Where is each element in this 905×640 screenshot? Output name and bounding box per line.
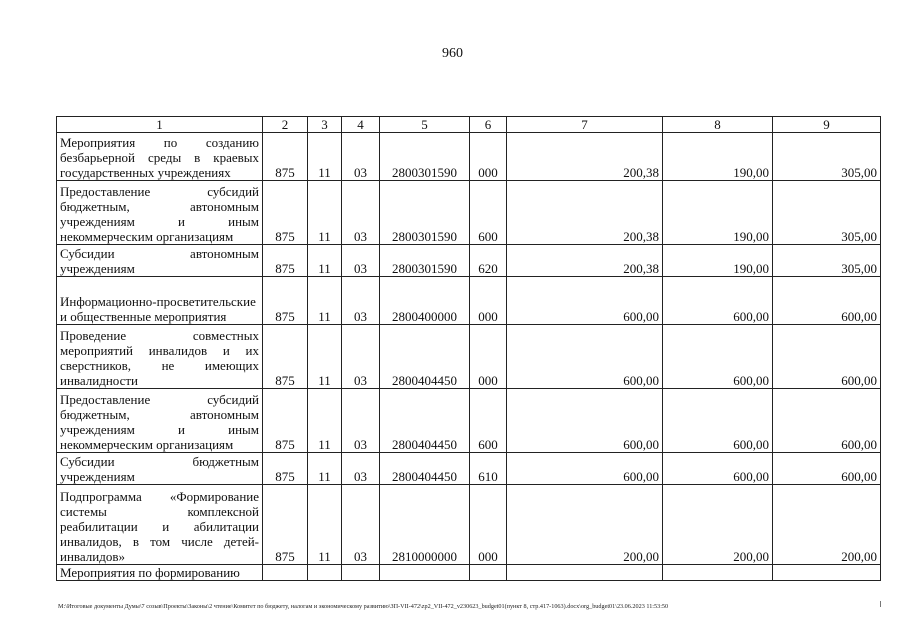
item-name-cell: Субсидии автономным учреждениям: [57, 245, 263, 277]
amount-7-cell: 600,00: [507, 389, 663, 453]
header-cell: 1: [57, 117, 263, 133]
code-4-cell: 03: [342, 453, 380, 485]
amount-9-cell: 200,00: [773, 485, 881, 565]
target-code-cell: [380, 565, 470, 581]
amount-8-cell: 190,00: [663, 245, 773, 277]
item-name-cell: Мероприятия по созданию безбарьерной среды в краевых государственных учреждениях: [57, 133, 263, 181]
header-cell: 5: [380, 117, 470, 133]
item-name-cell: Проведение совместных мероприятий инвалидов и их сверстников, не имеющих инвалидности: [57, 325, 263, 389]
target-code-cell: 2800301590: [380, 245, 470, 277]
amount-7-cell: 600,00: [507, 277, 663, 325]
amount-8-cell: 190,00: [663, 181, 773, 245]
amount-8-cell: 200,00: [663, 485, 773, 565]
page-number: 960: [442, 46, 463, 61]
item-name-cell: Предоставление субсидий бюджетным, автономным учреждениям и иным некоммерческим организациям: [57, 181, 263, 245]
item-name-cell: Подпрограмма «Формирование системы комплексной реабилитации и абилитации инвалидов, в том числе детей-инвалидов»: [57, 485, 263, 565]
code-4-cell: 03: [342, 245, 380, 277]
code-2-cell: 875: [263, 453, 308, 485]
code-3-cell: 11: [308, 389, 342, 453]
header-row: [57, 117, 881, 133]
header-cell: 8: [663, 117, 773, 133]
code-2-cell: [263, 565, 308, 581]
amount-8-cell: [663, 565, 773, 581]
amount-9-cell: 600,00: [773, 389, 881, 453]
code-3-cell: 11: [308, 245, 342, 277]
code-2-cell: 875: [263, 245, 308, 277]
amount-8-cell: 190,00: [663, 133, 773, 181]
item-name-cell: Субсидии бюджетным учреждениям: [57, 453, 263, 485]
code-3-cell: [308, 565, 342, 581]
table-row: [57, 325, 881, 389]
edge-mark: [880, 601, 881, 607]
amount-9-cell: 600,00: [773, 325, 881, 389]
amount-8-cell: 600,00: [663, 453, 773, 485]
code-3-cell: 11: [308, 485, 342, 565]
target-code-cell: 2800404450: [380, 325, 470, 389]
amount-7-cell: 200,38: [507, 133, 663, 181]
code-2-cell: 875: [263, 277, 308, 325]
code-2-cell: 875: [263, 485, 308, 565]
expense-type-cell: [470, 565, 507, 581]
code-4-cell: 03: [342, 325, 380, 389]
table-row: [57, 485, 881, 565]
expense-type-cell: 000: [470, 325, 507, 389]
amount-8-cell: 600,00: [663, 325, 773, 389]
expense-type-cell: 600: [470, 181, 507, 245]
amount-7-cell: 600,00: [507, 325, 663, 389]
table-row: [57, 389, 881, 453]
code-4-cell: 03: [342, 181, 380, 245]
header-cell: 4: [342, 117, 380, 133]
code-3-cell: 11: [308, 181, 342, 245]
table-row: [57, 181, 881, 245]
code-4-cell: 03: [342, 277, 380, 325]
code-4-cell: [342, 565, 380, 581]
budget-table: [56, 116, 881, 581]
amount-8-cell: 600,00: [663, 277, 773, 325]
code-3-cell: 11: [308, 277, 342, 325]
amount-7-cell: 200,00: [507, 485, 663, 565]
code-4-cell: 03: [342, 389, 380, 453]
target-code-cell: 2810000000: [380, 485, 470, 565]
table-row: [57, 277, 881, 325]
amount-7-cell: 200,38: [507, 181, 663, 245]
amount-7-cell: 600,00: [507, 453, 663, 485]
code-4-cell: 03: [342, 133, 380, 181]
amount-7-cell: 200,38: [507, 245, 663, 277]
amount-9-cell: 305,00: [773, 245, 881, 277]
amount-7-cell: [507, 565, 663, 581]
file-path-footer: M:\Итоговые документы Думы\7 созыв\Проекты\Законы\2 чтение\Комитет по бюджету, налогам и экономическому развитию\ЗП-VII-472\zp2_VII-472_v230623_budget01(пункт 8, стр.417-1063).docx\org_budget01\23.06.2023 11:53:50: [58, 603, 669, 610]
expense-type-cell: 600: [470, 389, 507, 453]
code-2-cell: 875: [263, 325, 308, 389]
target-code-cell: 2800400000: [380, 277, 470, 325]
table-row: [57, 565, 881, 581]
expense-type-cell: 610: [470, 453, 507, 485]
amount-9-cell: 305,00: [773, 181, 881, 245]
header-cell: 7: [507, 117, 663, 133]
header-cell: 9: [773, 117, 881, 133]
amount-9-cell: 305,00: [773, 133, 881, 181]
amount-9-cell: 600,00: [773, 453, 881, 485]
code-3-cell: 11: [308, 133, 342, 181]
code-2-cell: 875: [263, 181, 308, 245]
code-4-cell: 03: [342, 485, 380, 565]
header-cell: 6: [470, 117, 507, 133]
header-cell: 2: [263, 117, 308, 133]
table-row: [57, 245, 881, 277]
amount-9-cell: 600,00: [773, 277, 881, 325]
header-cell: 3: [308, 117, 342, 133]
target-code-cell: 2800301590: [380, 181, 470, 245]
code-3-cell: 11: [308, 325, 342, 389]
table-row: [57, 453, 881, 485]
amount-9-cell: [773, 565, 881, 581]
expense-type-cell: 620: [470, 245, 507, 277]
code-3-cell: 11: [308, 453, 342, 485]
expense-type-cell: 000: [470, 133, 507, 181]
expense-type-cell: 000: [470, 277, 507, 325]
code-2-cell: 875: [263, 133, 308, 181]
table-row: [57, 133, 881, 181]
amount-8-cell: 600,00: [663, 389, 773, 453]
target-code-cell: 2800404450: [380, 389, 470, 453]
target-code-cell: 2800404450: [380, 453, 470, 485]
item-name-cell: Предоставление субсидий бюджетным, автономным учреждениям и иным некоммерческим организациям: [57, 389, 263, 453]
code-2-cell: 875: [263, 389, 308, 453]
item-name-cell: Мероприятия по формированию: [57, 565, 263, 581]
target-code-cell: 2800301590: [380, 133, 470, 181]
item-name-cell: Информационно-просветительские и общественные мероприятия: [57, 277, 263, 325]
expense-type-cell: 000: [470, 485, 507, 565]
